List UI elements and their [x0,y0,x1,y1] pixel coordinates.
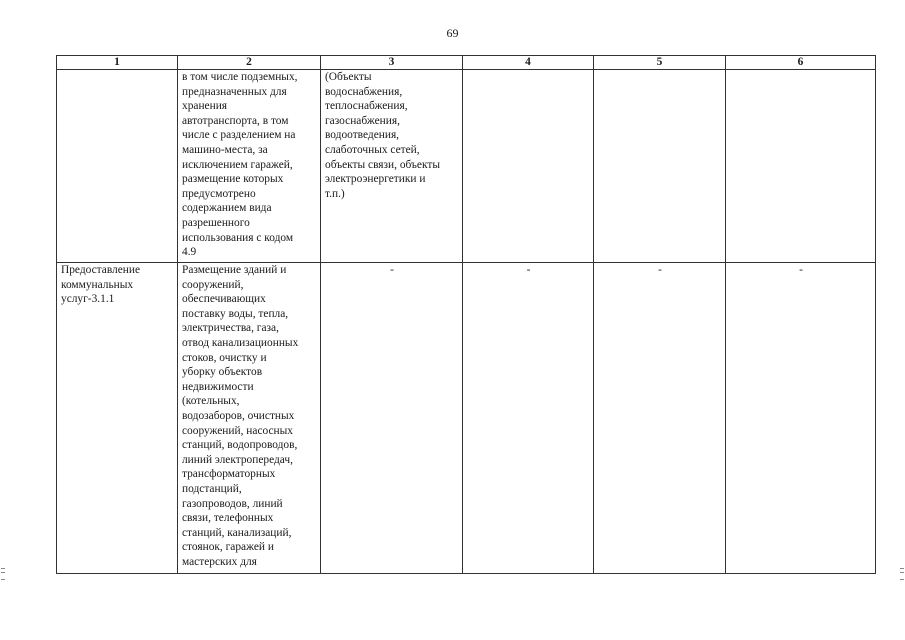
row-2-column-6-cell [726,263,876,574]
row-1-column-3-cell [321,70,463,263]
row-2-use-name-cell [57,263,178,574]
row-2-column-3-dash: - [390,264,394,276]
row-2-description-cell [178,263,321,574]
row-1-column-3-text: (Объекты водоснабжения, теплоснабжения, газоснабжения, водоотведения, слаботочных сетей, объекты связи, объекты электроэнергетики и т.п.) [325,71,440,200]
row-2-column-5-cell [594,263,726,574]
land-use-table [56,55,876,574]
row-1-description-cell [178,70,321,263]
row-1-column-5-cell [594,70,726,263]
row-2-column-4-dash: - [526,264,531,276]
column-header-5: 5 [594,56,726,70]
table-row [57,70,876,263]
table-header-row [57,56,876,70]
row-2-description: Размещение зданий и сооружений, обеспечивающих поставку воды, тепла, электричества, газа, отвод канализационных стоков, очистку и уборку объектов недвижимости (котельных, водозаборов, очистных сооружений, насосных станций, водопроводов, линий электропередач, трансформаторных подстанций, газопроводов, линий связи, телефонных станций, канализаций, стоянок, гаражей и мастерских для [182,264,299,568]
row-2-use-name: Предоставление коммунальных услуг-3.1.1 [61,264,141,306]
right-scan-edge-mark [900,568,904,580]
row-1-description: в том числе подземных, предназначенных для хранения автотранспорта, в том числе с разделением на машино-места, за исключением гаражей, размещение которых предусмотрено содержанием вида разрешенного использования с кодом 4.9 [182,71,298,259]
row-2-column-3-cell [321,263,463,574]
table-row [57,263,876,574]
row-1-column-4-cell [463,70,594,263]
column-header-6: 6 [726,56,876,70]
column-header-4: 4 [463,56,594,70]
page-number: 69 [446,26,459,40]
left-scan-edge-mark [1,568,5,580]
row-2-column-5-dash: - [658,264,662,276]
row-2-column-6-dash: - [799,264,803,276]
column-header-3: 3 [321,56,463,70]
row-1-column-6-cell [726,70,876,263]
row-1-use-name-cell [57,70,178,263]
column-header-2: 2 [178,56,321,70]
column-header-1: 1 [57,56,178,70]
row-2-column-4-cell [463,263,594,574]
